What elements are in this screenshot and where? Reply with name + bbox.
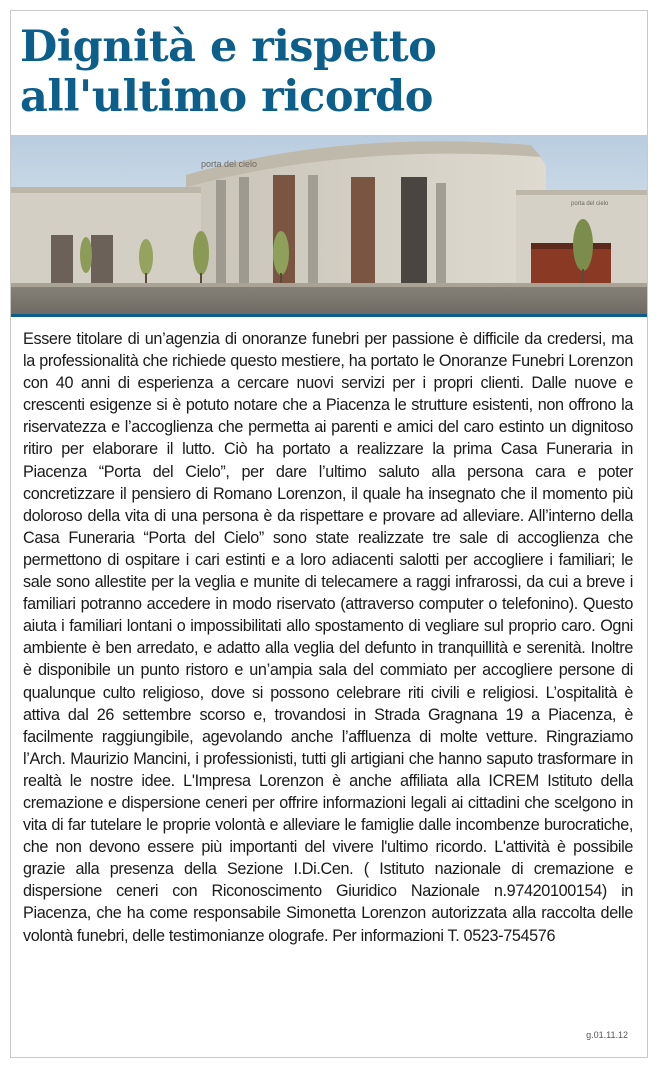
section-divider (11, 314, 647, 317)
building-signage: porta del cielo (201, 159, 258, 169)
article-signature: g.01.11.12 (586, 1030, 628, 1040)
headline: Dignità e rispetto all'ultimo ricordo (20, 22, 437, 122)
article-body: Essere titolare di un’agenzia di onoranze funebri per passione è difficile da credersi, ma la professionalità che richiede questo mestiere, ha portato le Onoranze Funebri Lorenzon con 40 anni di esperienza a cercare nuovi servizi per i propri clienti. Dalle nuove e crescenti esigenze si è potuto notare che a Piacenza le strutture esistenti, non offrono la riservatezza e l’accoglienza che permetta ai parenti e amici del caro estinto un dignitoso ritiro per elaborare il lutto. Ciò ha portato a realizzare la prima Casa Funeraria in Piacenza “Porta del Cielo”, per dare l’ultimo saluto alla persona cara e poter concretizzare il pensiero di Romano Lorenzon, il quale ha insegnato che il momento più doloroso della vita di una persona è da rispettare e provare ad alleviare. All’interno della Casa Funeraria “Porta del Cielo” sono state realizzate tre sale di accoglienza che permettono di ospitare i cari estinti e a loro adiacenti salotti per accogliere i familiari; le sale sono allestite per la veglia e munite di telecamere a raggi infrarossi, da cui a breve i familiari potranno accedere in modo riservato (attraverso computer o telefonino). Questo aiuta i familiari lontani o impossibilitati allo spostamento di vegliare sul proprio caro. Ogni ambiente è ben arredato, e adatto alla veglia del defunto in tranquillità e serenità. Inoltre è disponibile un punto ristoro e un’ampia sala del commiato per accogliere persone di qualunque culto religioso, dove si possono celebrare riti civili e religiosi. L’ospitalità è attiva dal 26 settembre scorso e, trovandosi in Strada Gragnana 19 a Piacenza, è facilmente raggiungibile, agevolando anche l’affluenza di molte vetture. Ringraziamo l’Arch. Maurizio Mancini, i professionisti, tutti gli artigiani che hanno saputo trasformare in realtà le nostre idee. L'Impresa Lorenzon è anche affiliata alla ICREM Istituto della cremazione e dispersione ceneri per offrire informazioni legali ai cittadini che scelgono in vita di far tutelare le proprie volontà e alleviare le famiglie dalle incombenze burocratiche, che non devono essere più importanti del vivere l'ultimo ricordo. L'attività è possibile grazie alla presenza della Sezione I.Di.Cen. ( Istituto nazionale di cremazione e dispersione ceneri con Riconoscimento Giuridico Nazionale n.97420100154) in Piacenza, che ha come responsabile Simonetta Lorenzon autorizzata alla raccolta delle volontà funebri, delle testimonianze olografe. Per informazioni T. 0523-754576 (23, 330, 633, 945)
building-photo (11, 135, 647, 315)
side-signage: porta del cielo (571, 201, 609, 207)
